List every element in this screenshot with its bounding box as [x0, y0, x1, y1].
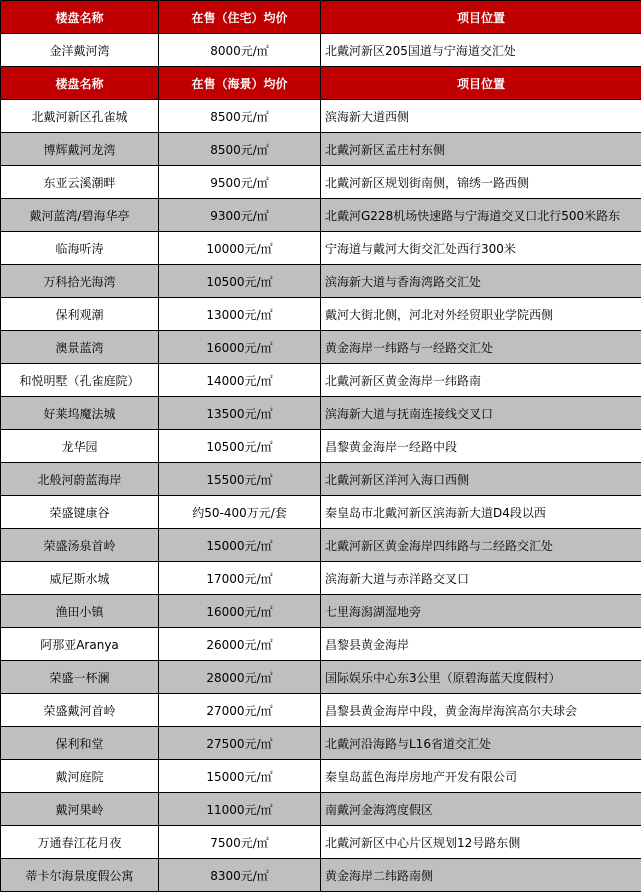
project-price: 27000元/㎡ [159, 694, 321, 727]
project-location: 黄金海岸二纬路南侧 [321, 859, 641, 892]
table-row [1, 793, 641, 826]
project-price: 17000元/㎡ [159, 562, 321, 595]
table-row [1, 166, 641, 199]
project-name: 戴河果岭 [1, 793, 159, 826]
project-price: 7500元/㎡ [159, 826, 321, 859]
project-name: 荣盛键康谷 [1, 496, 159, 529]
project-price: 10500元/㎡ [159, 265, 321, 298]
table-row [1, 199, 641, 232]
project-name: 戴河蓝湾/碧海华亭 [1, 199, 159, 232]
project-price: 8000元/㎡ [159, 34, 321, 67]
table-header-row [1, 67, 641, 100]
table-row [1, 331, 641, 364]
project-price: 10000元/㎡ [159, 232, 321, 265]
project-name: 东亚云溪潮畔 [1, 166, 159, 199]
project-location: 滨海新大道与赤洋路交叉口 [321, 562, 641, 595]
project-location: 国际娱乐中心东3公里（原碧海蓝天度假村） [321, 661, 641, 694]
header-location: 项目位置 [321, 67, 641, 100]
header-name: 楼盘名称 [1, 67, 159, 100]
table-row [1, 265, 641, 298]
table-header-row [1, 1, 641, 34]
project-name: 荣盛戴河首岭 [1, 694, 159, 727]
table-row [1, 760, 641, 793]
project-name: 和悦明墅（孔雀庭院） [1, 364, 159, 397]
table-row [1, 232, 641, 265]
project-name: 保利观潮 [1, 298, 159, 331]
project-name: 龙华园 [1, 430, 159, 463]
header-location: 项目位置 [321, 1, 641, 34]
project-price: 8500元/㎡ [159, 100, 321, 133]
project-name: 金洋戴河湾 [1, 34, 159, 67]
project-price: 26000元/㎡ [159, 628, 321, 661]
project-location: 黄金海岸一纬路与一经路交汇处 [321, 331, 641, 364]
project-location: 滨海新大道与抚南连接线交叉口 [321, 397, 641, 430]
project-location: 昌黎县黄金海岸 [321, 628, 641, 661]
table-row [1, 859, 641, 892]
project-location: 昌黎黄金海岸一经路中段 [321, 430, 641, 463]
project-location: 北戴河沿海路与L16省道交汇处 [321, 727, 641, 760]
project-name: 荣盛一杯澜 [1, 661, 159, 694]
header-price: 在售（海景）均价 [159, 67, 321, 100]
table-row [1, 298, 641, 331]
project-price: 9500元/㎡ [159, 166, 321, 199]
header-name: 楼盘名称 [1, 1, 159, 34]
table-row [1, 595, 641, 628]
project-location: 秦皇岛市北戴河新区滨海新大道D4段以西 [321, 496, 641, 529]
table-row [1, 133, 641, 166]
project-price: 14000元/㎡ [159, 364, 321, 397]
project-name: 北般河蔚蓝海岸 [1, 463, 159, 496]
project-price: 13500元/㎡ [159, 397, 321, 430]
project-price: 27500元/㎡ [159, 727, 321, 760]
project-price: 16000元/㎡ [159, 331, 321, 364]
project-location: 北戴河新区中心片区规划12号路东侧 [321, 826, 641, 859]
table-row [1, 34, 641, 67]
project-name: 保利和堂 [1, 727, 159, 760]
table-row [1, 364, 641, 397]
project-price: 13000元/㎡ [159, 298, 321, 331]
project-location: 南戴河金海湾度假区 [321, 793, 641, 826]
project-location: 宁海道与戴河大街交汇处西行300米 [321, 232, 641, 265]
project-location: 北戴河新区洋河入海口西侧 [321, 463, 641, 496]
project-location: 滨海新大道与香海湾路交汇处 [321, 265, 641, 298]
table-row [1, 661, 641, 694]
project-price: 15500元/㎡ [159, 463, 321, 496]
project-location: 七里海潟湖湿地旁 [321, 595, 641, 628]
table-row [1, 628, 641, 661]
project-price: 10500元/㎡ [159, 430, 321, 463]
project-price: 8300元/㎡ [159, 859, 321, 892]
table-row [1, 496, 641, 529]
table-row [1, 529, 641, 562]
project-name: 北戴河新区孔雀城 [1, 100, 159, 133]
project-price: 8500元/㎡ [159, 133, 321, 166]
project-name: 蒂卡尔海景度假公寓 [1, 859, 159, 892]
project-name: 博辉戴河龙湾 [1, 133, 159, 166]
table-row [1, 100, 641, 133]
table-row [1, 826, 641, 859]
project-location: 北戴河新区孟庄村东侧 [321, 133, 641, 166]
table-row [1, 430, 641, 463]
project-location: 北戴河新区黄金海岸一纬路南 [321, 364, 641, 397]
table-row [1, 727, 641, 760]
project-name: 荣盛汤泉首岭 [1, 529, 159, 562]
project-location: 滨海新大道西侧 [321, 100, 641, 133]
table-row [1, 562, 641, 595]
table-row [1, 694, 641, 727]
project-location: 北戴河新区黄金海岸四纬路与二经路交汇处 [321, 529, 641, 562]
project-location: 昌黎县黄金海岸中段，黄金海岸海滨高尔夫球会 [321, 694, 641, 727]
project-name: 万科拾光海湾 [1, 265, 159, 298]
project-name: 渔田小镇 [1, 595, 159, 628]
project-location: 戴河大街北侧，河北对外经贸职业学院西侧 [321, 298, 641, 331]
project-price: 28000元/㎡ [159, 661, 321, 694]
project-price: 15000元/㎡ [159, 529, 321, 562]
table-row [1, 397, 641, 430]
project-price: 约50-400万元/套 [159, 496, 321, 529]
project-name: 澳景蓝湾 [1, 331, 159, 364]
project-location: 北戴河新区规划街南侧，锦绣一路西侧 [321, 166, 641, 199]
project-name: 戴河庭院 [1, 760, 159, 793]
table-row [1, 463, 641, 496]
project-name: 临海听涛 [1, 232, 159, 265]
project-price: 16000元/㎡ [159, 595, 321, 628]
project-name: 威尼斯水城 [1, 562, 159, 595]
project-name: 阿那亚Aranya [1, 628, 159, 661]
project-price: 15000元/㎡ [159, 760, 321, 793]
project-price: 9300元/㎡ [159, 199, 321, 232]
project-name: 好莱坞魔法城 [1, 397, 159, 430]
project-location: 秦皇岛蓝色海岸房地产开发有限公司 [321, 760, 641, 793]
project-location: 北戴河G228机场快速路与宁海道交叉口北行500米路东 [321, 199, 641, 232]
project-location: 北戴河新区205国道与宁海道交汇处 [321, 34, 641, 67]
project-price: 11000元/㎡ [159, 793, 321, 826]
project-name: 万通春江花月夜 [1, 826, 159, 859]
header-price: 在售（住宅）均价 [159, 1, 321, 34]
